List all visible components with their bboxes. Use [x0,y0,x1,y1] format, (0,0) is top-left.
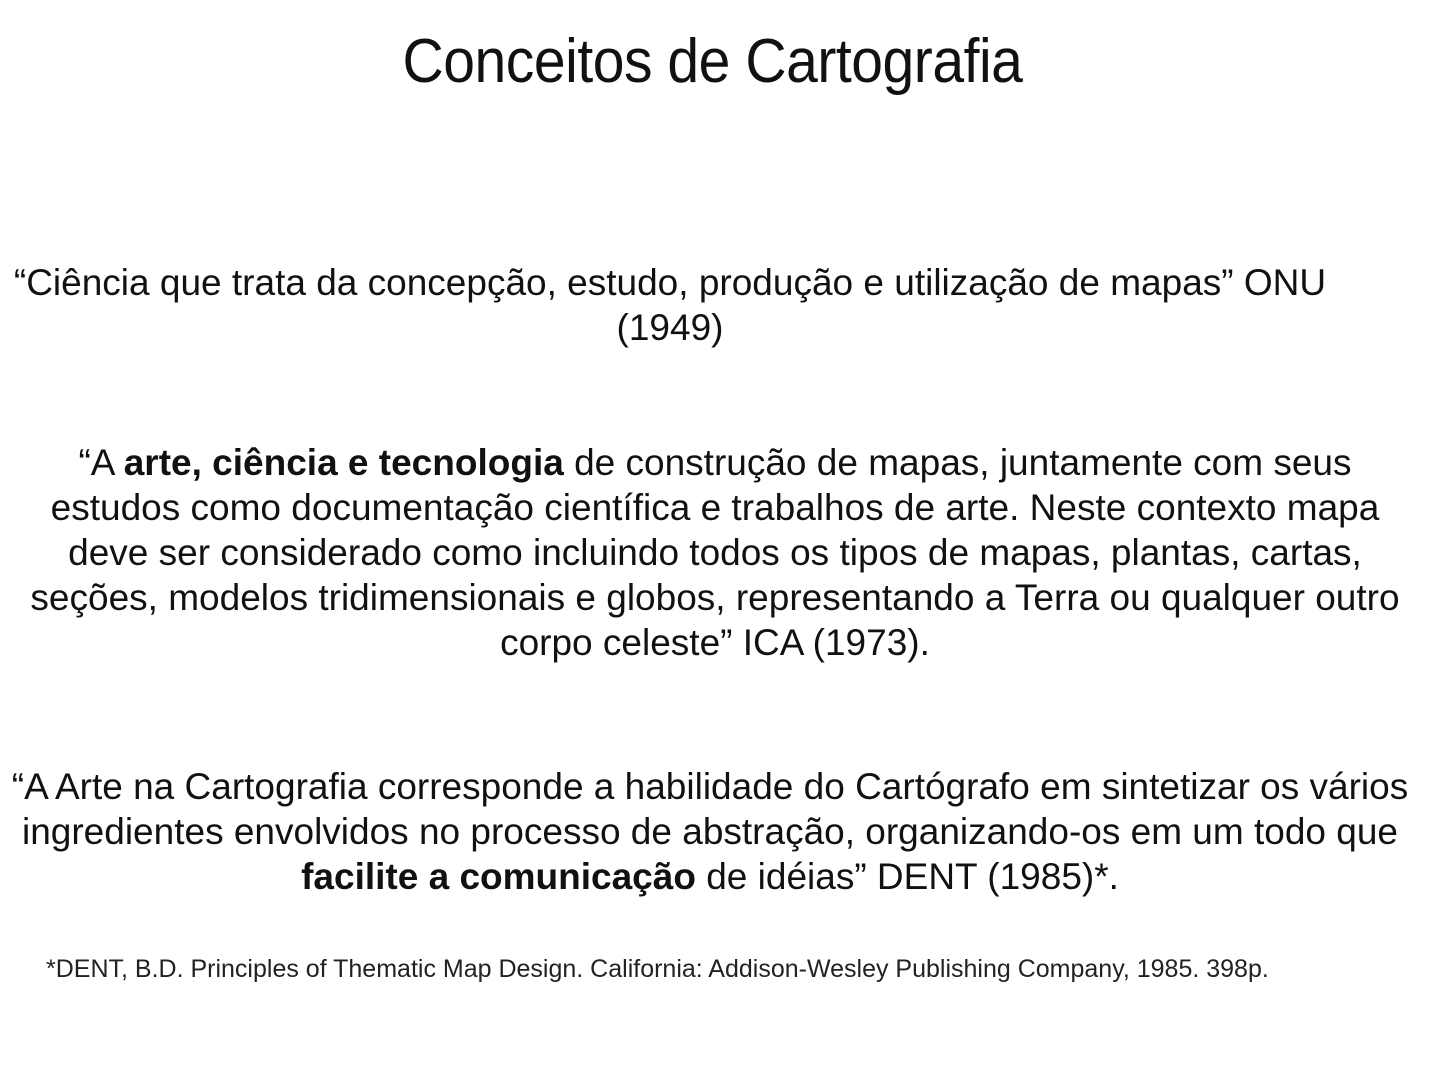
quote-ica [10,440,1420,665]
slide-title: Conceitos de Cartografia [402,27,1023,96]
quote-dent [5,764,1415,899]
footnote-reference: *DENT, B.D. Principles of Thematic Map Design. California: Addison-Wesley Publishing Company, 1985. 398p. [46,955,1269,983]
quote-onu-text: “Ciência que trata da concepção, estudo, produção e utilização de mapas” ONU (1949) [13,262,1327,348]
quote-ica-after: de construção de mapas, juntamente com seus estudos como documentação científica e trabalhos de arte. Neste contexto mapa deve ser considerado como incluindo todos os tipos de mapas, plantas, cartas, seções, modelos tridimensionais e globos, representando a Terra ou qualquer outro corpo celeste” ICA (1973). [30,442,1400,663]
quote-dent-bold: facilite a comunicação [301,856,696,897]
quote-dent-before: “A Arte na Cartografia corresponde a habilidade do Cartógrafo em sintetizar os vários ingredientes envolvidos no processo de abstração, organizando-os em um todo que [11,766,1409,852]
quote-ica-bold: arte, ciência e tecnologia [123,442,564,483]
quote-onu [10,260,1330,350]
quote-dent-after: de idéias” DENT (1985)*. [695,856,1119,897]
quote-ica-before: “A [78,442,124,483]
